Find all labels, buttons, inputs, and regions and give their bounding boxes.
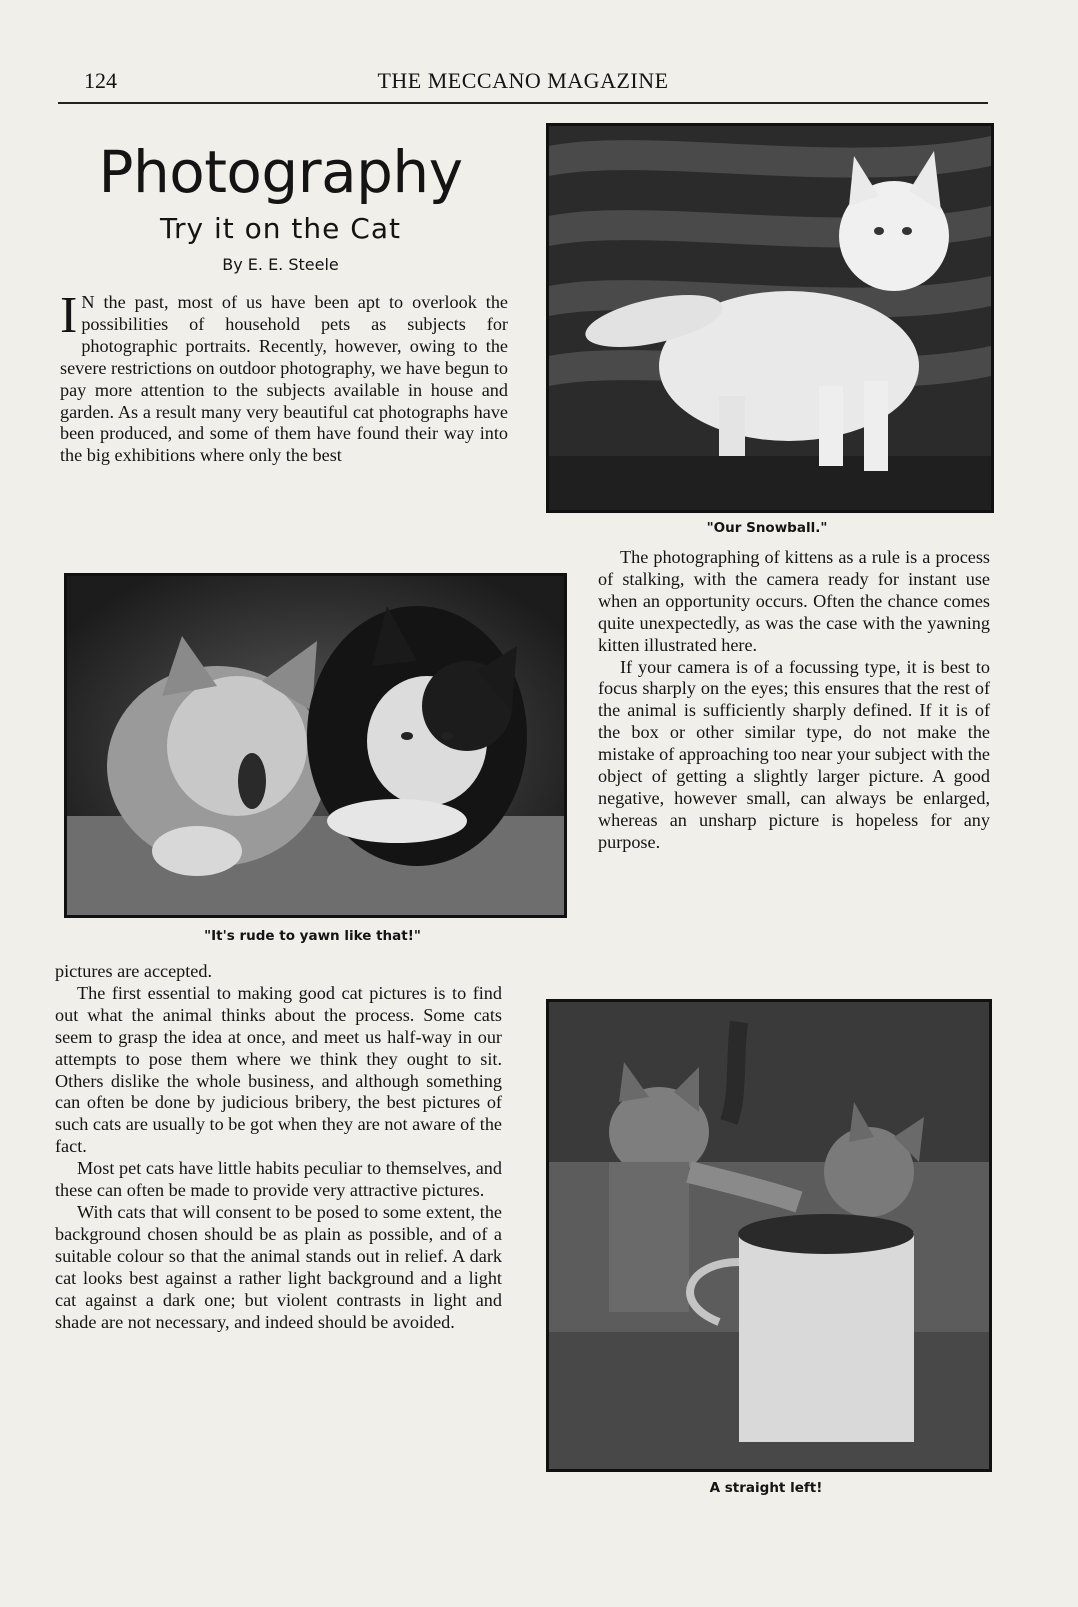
paragraph: If your camera is of a focussing type, it is best to focus sharply on the eyes; this ensures that the rest of the animal is sufficiently sharply defined. If it is of the box or other similar type, do not make the mistake of approaching too near your subject with the object of getting a slightly larger picture. A good negative, however small, can always be enlarged, whereas an unsharp picture is hopeless for any purpose. <box>598 656 990 852</box>
paragraph: With cats that will consent to be posed to some extent, the background chosen should be as plain as possible, and of a suitable colour so that the animal stands out in relief. A dark cat looks best against a rather light background and a light cat against a dark one; but violent contrasts in light and shade are not necessary, and indeed should be avoided. <box>55 1201 502 1332</box>
page-header <box>58 62 988 104</box>
right-column-text <box>598 547 990 854</box>
paragraph: The photographing of kittens as a rule is a process of stalking, with the camera ready for instant use when an opportunity occurs. Often the chance comes quite unexpectedly, as was the case with the yawning kitten illustrated here. <box>598 547 990 655</box>
drop-cap: I <box>60 287 78 344</box>
caption-our-snowball: "Our Snowball." <box>706 520 828 536</box>
article-subtitle: Try it on the Cat <box>160 212 401 245</box>
byline: By E. E. Steele <box>222 255 339 274</box>
intro-text: N the past, most of us have been apt to overlook the possibilities of household pets as subjects for photographic portraits. Recently, however, owing to the severe restrictions on outdoor photography, we have begun to pay more attention to the subjects available in house and garden. As a result many very beautiful cat photographs have been produced, and some of them have found their way into the big exhibitions where only the best <box>60 292 508 466</box>
magazine-title: THE MECCANO MAGAZINE <box>377 68 669 93</box>
caption-yawning-kittens: "It's rude to yawn like that!" <box>204 928 421 944</box>
article-title: Photography <box>98 138 463 206</box>
caption-straight-left: A straight left! <box>709 1480 823 1496</box>
article-title-block <box>58 140 503 274</box>
intro-paragraph <box>60 287 508 467</box>
paragraph: Most pet cats have little habits peculiar to themselves, and these can often be made to provide very attractive pictures. <box>55 1158 502 1201</box>
paragraph: pictures are accepted. <box>55 961 213 981</box>
photo-our-snowball <box>546 123 994 513</box>
page-number: 124 <box>84 68 117 93</box>
left-column-text <box>55 961 502 1333</box>
photo-yawning-kittens <box>64 573 567 918</box>
paragraph: The first essential to making good cat pictures is to find out what the animal thinks about the process. Some cats seem to grasp the idea at once, and meet us half-way in our attempts to pose them where we think they ought to sit. Others dislike the whole business, and although something can often be done by judicious bribery, the best pictures of such cats are usually to be got when they are not aware of the fact. <box>55 982 502 1157</box>
photo-straight-left <box>546 999 992 1472</box>
